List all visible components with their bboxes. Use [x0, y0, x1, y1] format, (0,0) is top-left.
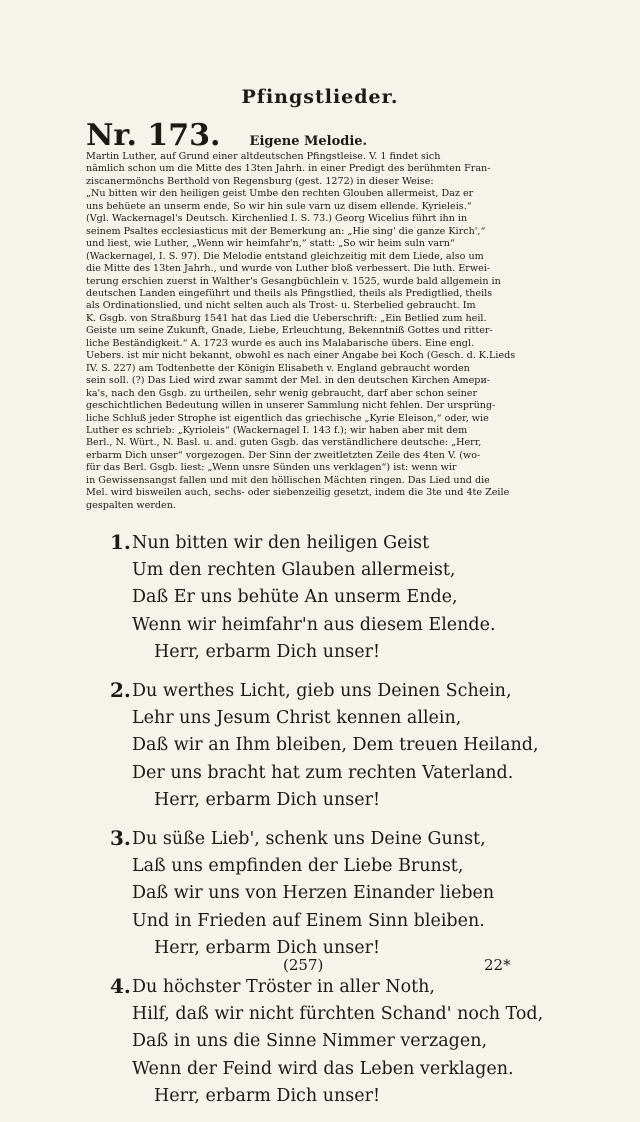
verse-refrain: Herr, erbarm Dich unser!	[154, 937, 380, 958]
verse-line: Nun bitten wir den heiligen Geist	[132, 533, 430, 553]
verse-line: Wenn wir heimfahr'n aus diesem Elende.	[132, 614, 496, 635]
verse-line: Hilf, daß wir nicht fürchten Schand' noch Tod,	[132, 1004, 544, 1025]
note-line: uns behüete an unserm ende, So wir hin sule varn uz disem ellende. Kyrieleis.“	[86, 200, 472, 212]
note-line: Uebers. ist mir nicht bekannt, obwohl es nach einer Angabe bei Koch (Gesch. d. K.Lieds	[86, 350, 516, 362]
signature-mark: 22*	[484, 956, 511, 974]
note-line: gespalten werden.	[86, 499, 176, 511]
note-line: ka's, nach den Gsgb. zu urtheilen, sehr wenig gebraucht, darf aber schon seiner	[86, 387, 478, 399]
verse-number: 1.	[110, 530, 131, 554]
note-line: und liest, wie Luther, „Wenn wir heimfahr'n,“ statt: „So wir heim suln varn“	[86, 238, 455, 250]
note-line: (Vgl. Wackernagel's Deutsch. Kirchenlied I. S. 73.) Georg Wicelius führt ihn in	[86, 213, 468, 225]
page-number: (257)	[283, 956, 324, 974]
verse-4	[110, 974, 580, 1110]
note-line: erbarm Dich unser“ vorgezogen. Der Sinn der zweitletzten Zeile des 4ten V. (wo-	[86, 449, 481, 461]
note-line: Berl., N. Würt., N. Basl. u. and. guten Gsgb. das verständlichere deutsche: „Herr,	[86, 437, 482, 449]
verse-line: Daß wir an Ihm bleiben, Dem treuen Heiland,	[132, 735, 539, 756]
note-line: geschichtlichen Bedeutung willen in unserer Sammlung nicht fehlen. Der ursprüng-	[86, 400, 496, 412]
note-line: Luther es schrieb: „Kyrioleis“ (Wackernagel I. 143 f.); wir haben aber mit dem	[86, 424, 468, 436]
verse-line: Um den rechten Glauben allermeist,	[132, 560, 456, 581]
note-line: seinem Psaltes ecclesiasticus mit der Bemerkung an: „Hie sing' die ganze Kirch',“	[86, 225, 486, 237]
note-line: als Ordinationslied, und nicht selten auch als Trost- u. Sterbelied gebraucht. Im	[86, 300, 476, 312]
note-line: „Nu bitten wir den heiligen geist Umbe den rechten Glouben allermeist, Daz er	[86, 188, 474, 200]
verse-line: Daß wir uns von Herzen Einander lieben	[132, 883, 495, 904]
verse-number: 3.	[110, 826, 131, 851]
note-line: IV. S. 227) am Todtenbette der Königin Elisabeth v. England gebraucht worden	[86, 362, 470, 374]
verse-line: Wenn der Feind wird das Leben verklagen.	[132, 1058, 514, 1079]
note-line: deutschen Landen eingeführt und theils als Pfingstlied, theils als Predigtlied, theils	[86, 287, 493, 299]
note-line: für das Berl. Gsgb. liest: „Wenn unsre Sünden uns verklagen“) ist: wenn wir	[86, 462, 457, 474]
note-line: Mel. wird bisweilen auch, sechs- oder siebenzeilig gesetzt, indem die 3te und 4te Zeile	[86, 487, 510, 499]
note-line: K. Gsgb. von Straßburg 1541 hat das Lied die Ueberschrift: „Ein Betlied zum heil.	[86, 312, 487, 324]
verse-line: Und in Frieden auf Einem Sinn bleiben.	[132, 910, 485, 931]
verse-refrain: Herr, erbarm Dich unser!	[154, 789, 380, 810]
verse-line: Daß Er uns behüte An unserm Ende,	[132, 587, 458, 608]
note-line: die Mitte des 13ten Jahrh., und wurde von Luther bloß verbessert. Die luth. Erwei-	[86, 263, 491, 275]
note-line: Geiste um seine Zukunft, Gnade, Liebe, Erleuchtung, Bekenntniß Gottes und ritter-	[86, 325, 493, 337]
note-line: Martin Luther, auf Grund einer altdeutschen Pfingstleise. V. 1 findet sich	[86, 151, 441, 162]
verse-line: Daß in uns die Sinne Nimmer verzagen,	[132, 1031, 488, 1052]
verse-number: 2.	[110, 678, 131, 703]
verse-1	[110, 530, 580, 666]
verse-line: Du werthes Licht, gieb uns Deinen Schein,	[132, 681, 512, 702]
note-line: (Wackernagel, I. S. 97). Die Melodie entstand gleichzeitig mit dem Liede, also um	[86, 250, 484, 262]
note-line: nämlich schon um die Mitte des 13ten Jahrh. in einer Predigt des berühmten Fran-	[86, 163, 491, 175]
verse-line: Laß uns empfinden der Liebe Brunst,	[132, 856, 464, 877]
note-line: liche Beständigkeit.“ A. 1723 wurde es auch ins Malabarische übers. Eine engl.	[86, 337, 475, 349]
historical-note	[86, 151, 546, 512]
verse-3	[110, 826, 580, 962]
verse-line: Der uns bracht hat zum rechten Vaterland.	[132, 762, 514, 783]
melody-label: Eigene Melodie.	[249, 134, 368, 149]
note-line: ziscanermönchs Berthold von Regensburg (gest. 1272) in dieser Weise:	[86, 175, 434, 187]
verse-2	[110, 678, 580, 814]
verses	[110, 530, 580, 1122]
verse-line: Du höchster Tröster in aller Noth,	[132, 977, 435, 998]
verse-number: 4.	[110, 974, 131, 999]
note-line: in Gewissensangst fallen und mit den höllischen Mächten ringen. Das Lied und die	[86, 474, 490, 486]
note-line: sein soll. (?) Das Lied wird zwar sammt der Mel. in den deutschen Kirchen Amери-	[86, 375, 491, 387]
note-line: liche Schluß jeder Strophe ist eigentlich das griechische „Kyrie Eleison,“ oder, wie	[86, 412, 489, 424]
hymn-number: Nr. 173.	[86, 118, 221, 153]
running-head: Pfingstlieder.	[241, 86, 399, 108]
verse-line: Du süße Lieb', schenk uns Deine Gunst,	[132, 829, 486, 850]
verse-refrain: Herr, erbarm Dich unser!	[154, 641, 380, 662]
verse-refrain: Herr, erbarm Dich unser!	[154, 1085, 380, 1106]
note-line: terung erschien zuerst in Walther's Gesangbüchlein v. 1525, wurde bald allgemein in	[86, 275, 501, 287]
hymn-heading	[86, 118, 556, 153]
verse-line: Lehr uns Jesum Christ kennen allein,	[132, 708, 462, 729]
